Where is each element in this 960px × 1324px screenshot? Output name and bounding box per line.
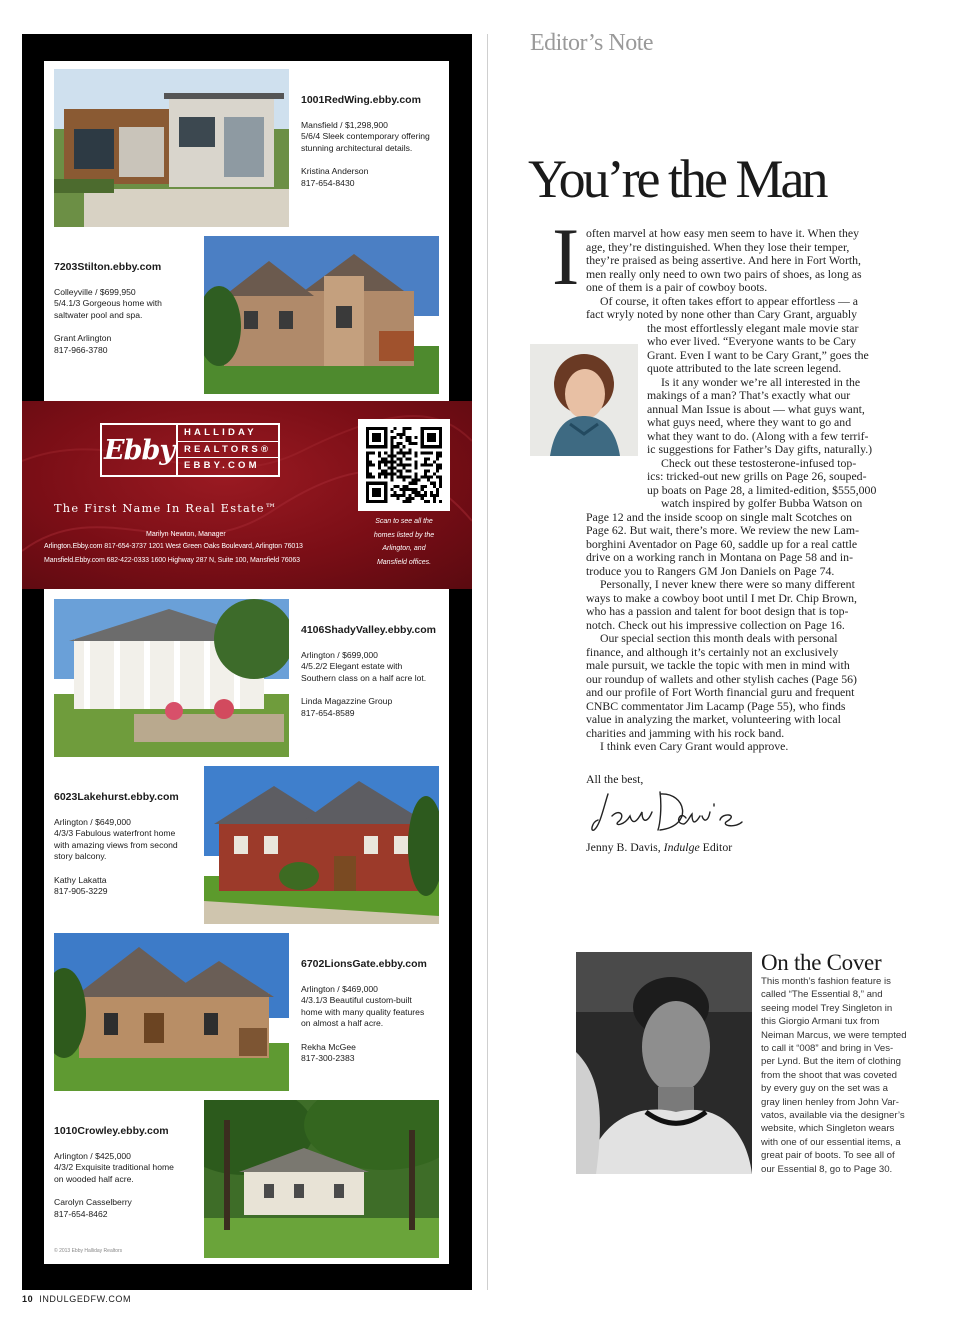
listing-url[interactable]: 7203Stilton.ebby.com — [54, 261, 162, 273]
listing-price: Arlington / $425,000 — [54, 1150, 131, 1161]
scan-line: Scan to see all the — [375, 518, 433, 525]
listing-desc: Southern class on a half acre lot. — [301, 672, 427, 683]
office-mansfield: Mansfield.Ebby.com 682-422-0333 1600 Highway 287 N, Suite 100, Mansfield 76063 — [44, 557, 300, 564]
scan-caption — [358, 515, 450, 569]
caption-line: this Giorgio Armani tux from — [761, 1016, 880, 1028]
house-photo — [204, 236, 439, 394]
body-line: charities and jamming with his rock band. — [586, 725, 785, 740]
editor-name: Jenny B. Davis, — [586, 840, 661, 854]
caption-line: our Essential 8, go to Page 30. — [761, 1163, 893, 1175]
listing-price: Arlington / $469,000 — [301, 983, 378, 994]
body-line: Personally, I never knew there were so many different — [600, 577, 855, 591]
body-line: finance, and although it’s certainly not an exclusively — [586, 644, 839, 659]
body-line: what guys need, where they want to go and — [647, 415, 852, 429]
caption-line: This month’s fashion feature is — [761, 976, 891, 987]
listing-5 — [44, 933, 449, 1091]
column-divider — [487, 34, 488, 1290]
brand-word: REALTORS® — [178, 442, 278, 459]
body-line: annual Man Issue is about — what guys want, — [647, 401, 865, 416]
body-line: they’re praised as being assertive. And here in Fort Worth, — [586, 253, 862, 267]
listing-info — [54, 1126, 199, 1220]
body-line: borghini Aventador on Page 60, saddle up for a real cattle — [586, 536, 858, 551]
body-line: often marvel at how easy men seem to have it. When they — [586, 226, 859, 240]
body-line: up boats on Page 28, a limited-edition, $555,000 — [647, 482, 877, 497]
body-line: and our profile of Fort Worth financial guru and frequent — [586, 685, 855, 699]
listing-desc: 5/6/4 Sleek contemporary offering — [301, 131, 430, 141]
brand-wordmark — [178, 423, 280, 477]
body-line: Is it any wonder we’re all interested in the — [661, 374, 861, 389]
body-line: drive on a working ranch in Montana on Page 58 and in- — [586, 550, 854, 564]
listing-phone: 817-905-3229 — [54, 886, 108, 896]
body-line: ics: tricked-out new grills on Page 26, souped- — [647, 469, 867, 483]
listing-phone: 817-966-3780 — [54, 344, 108, 355]
listing-url[interactable]: 4106ShadyValley.ebby.com — [301, 624, 437, 636]
body-line: male pursuit, we tackle the topic with men in mind with — [586, 658, 850, 672]
caption-line: by every guy on the set was a — [761, 1083, 888, 1095]
listing-info — [54, 262, 199, 356]
body-line: makings of a man? That’s exactly what our — [647, 388, 851, 402]
listing-4 — [44, 766, 449, 924]
listing-price: Arlington / $699,000 — [301, 649, 378, 660]
listings-panel — [44, 61, 449, 1264]
listing-info — [54, 792, 199, 898]
site-url[interactable]: INDULGEDFW.COM — [39, 1294, 132, 1304]
house-photo — [54, 69, 289, 227]
body-line: our roundup of wallets and other stylish caches (Page 56) — [586, 671, 857, 686]
body-line: troduce you to Rangers GM Jon Daniels on Page 74. — [586, 563, 835, 578]
body-line: CNBC commentator Jim Lacamp (Page 55), who finds — [586, 698, 846, 713]
body-line: ic suggestions for Father’s Day gifts, naturally.) — [647, 442, 873, 456]
office-arlington: Arlington.Ebby.com 817-654-3737 1201 West Green Oaks Boulevard, Arlington 76013 — [44, 543, 303, 550]
listing-price: Mansfield / $1,298,900 — [301, 119, 388, 130]
body-line: Of course, it often takes effort to appear effortless — a — [600, 293, 859, 308]
listing-3 — [44, 599, 449, 757]
realty-advertisement — [22, 34, 472, 1290]
listing-url[interactable]: 6702LionsGate.ebby.com — [301, 958, 427, 970]
body-line: I think even Cary Grant would approve. — [600, 739, 789, 753]
ebby-logo: Ebby — [100, 423, 178, 477]
listing-desc: 5/4.1/3 Gorgeous home with — [54, 298, 162, 308]
house-photo — [54, 933, 289, 1091]
body-line: who ever lived. “Everyone wants to be Cary — [647, 334, 856, 348]
listing-agent: Carolyn Casselberry — [54, 1197, 132, 1207]
body-line: watch inspired by golfer Bubba Watson on — [661, 496, 863, 510]
caption-line: great pair of boots. To see all of — [761, 1150, 895, 1162]
listing-phone: 817-654-8462 — [54, 1208, 108, 1219]
caption-line: to call it “008” and bring in Ves- — [761, 1043, 894, 1054]
article-headline: You’re the Man — [528, 149, 826, 209]
house-photo — [54, 599, 289, 757]
body-line: ways to make a cowboy boot until I met Dr. Chip Brown, — [586, 590, 857, 605]
listing-agent: Linda Magazzine Group — [301, 696, 393, 706]
body-line: value in analyzing the market, volunteering with local — [586, 712, 841, 726]
listing-info — [301, 959, 446, 1065]
editor-portrait — [530, 344, 638, 456]
listing-phone: 817-654-8430 — [301, 177, 355, 188]
body-line: Page 62. But wait, there’s more. We review the new Lam- — [586, 523, 860, 537]
scan-line: Mansfield offices. — [376, 558, 432, 566]
cover-heading: On the Cover — [761, 950, 882, 975]
listing-desc: 4/5.2/2 Elegant estate with — [301, 661, 403, 671]
listing-agent: Kathy Lakatta — [54, 874, 107, 885]
listing-2 — [44, 236, 449, 394]
body-line: who has a passion and talent for boot design that is top- — [586, 604, 849, 618]
editor-byline — [586, 840, 732, 855]
caption-line: seeing model Trey Singleton in — [761, 1002, 893, 1014]
body-line: age, they’re distinguished. When they lose their temper, — [586, 239, 850, 254]
brand-word: EBBY.COM — [184, 460, 260, 472]
section-label: Editor’s Note — [530, 30, 654, 56]
listing-agent: Grant Arlington — [54, 333, 112, 343]
editor-role: Editor — [702, 840, 733, 854]
listing-1 — [44, 69, 449, 227]
listing-desc: home with many quality features — [301, 1006, 425, 1017]
drop-cap: I — [552, 211, 580, 302]
listing-desc: 4/3/3 Fabulous waterfront home — [54, 828, 176, 838]
listing-desc: stunning architectural details. — [301, 142, 413, 153]
listing-price: Arlington / $649,000 — [54, 816, 131, 827]
caption-line: per Lynd. But the item of clothing — [761, 1056, 901, 1068]
brand-word: HALLIDAY — [178, 425, 278, 442]
listing-desc: 4/3.1/3 Beautiful custom-built — [301, 995, 412, 1005]
listing-url[interactable]: 6023Lakehurst.ebby.com — [54, 791, 179, 803]
body-line: men really only need to own two pairs of shoes, as long as — [586, 266, 862, 281]
listing-phone: 817-300-2383 — [301, 1053, 355, 1063]
body-line: quote attributed to the late screen legend. — [647, 361, 842, 375]
listing-agent: Kristina Anderson — [301, 166, 369, 176]
listing-desc: on wooded half acre. — [54, 1173, 134, 1184]
caption-line: with one of our essential items, a — [761, 1136, 901, 1148]
listing-6 — [44, 1100, 449, 1258]
caption-line: called “The Essential 8,” and — [761, 989, 883, 1001]
body-line: the most effortlessly elegant male movie star — [647, 320, 859, 335]
caption-line: website, which Singleton wears — [761, 1123, 895, 1135]
listing-info — [301, 625, 446, 719]
qr-code[interactable] — [358, 419, 450, 511]
publication-name: Indulge — [663, 840, 700, 854]
page-number: 10 — [22, 1294, 34, 1304]
scan-line: homes listed by the — [373, 531, 435, 539]
body-line: Grant. Even I want to be Cary Grant,” goes the — [647, 347, 869, 362]
body-line: one of them is a pair of cowboy boots. — [586, 280, 768, 294]
listing-price: Colleyville / $699,950 — [54, 286, 136, 297]
caption-line: gray linen henley from John Var- — [761, 1096, 899, 1108]
caption-line: vatos, available via the designer’s — [761, 1110, 905, 1121]
caption-line: from the shoot that was coveted — [761, 1069, 897, 1081]
listing-desc: on almost a half acre. — [301, 1018, 384, 1028]
cover-photo — [576, 952, 752, 1174]
page-footer — [22, 1294, 131, 1304]
editor-signature — [590, 786, 760, 842]
brand-banner — [22, 401, 472, 589]
brand-manager: Marilyn Newton, Manager — [146, 531, 226, 538]
listing-desc: story balcony. — [54, 851, 107, 861]
caption-line: Neiman Marcus, we were tempted — [761, 1029, 907, 1041]
listing-url[interactable]: 1001RedWing.ebby.com — [301, 94, 421, 106]
brand-tagline: The First Name In Real Estate™ — [54, 501, 278, 515]
closing-line: All the best, — [586, 772, 644, 786]
body-line: Page 12 and the inside scoop on single malt Scotches on — [586, 509, 853, 524]
listing-phone: 817-654-8589 — [301, 707, 355, 718]
house-photo — [204, 766, 439, 924]
listing-desc: saltwater pool and spa. — [54, 309, 143, 320]
body-line: notch. Check out his impressive collection on Page 16. — [586, 617, 845, 632]
body-line: fact wryly noted by none other than Cary Grant, arguably — [586, 307, 858, 321]
body-line: Check out these testosterone-infused top- — [661, 455, 857, 470]
ad-copyright: © 2013 Ebby Halliday Realtors — [54, 1248, 123, 1254]
body-line: what they want to do. (Along with a few terrif- — [647, 428, 869, 443]
listing-url[interactable]: 1010Crowley.ebby.com — [54, 1125, 169, 1137]
house-photo — [204, 1100, 439, 1258]
listing-agent: Rekha McGee — [301, 1041, 356, 1052]
scan-line: Arlington, and — [382, 545, 426, 552]
body-line: Our special section this month deals with personal — [600, 631, 838, 645]
listing-desc: with amazing views from second — [54, 839, 178, 850]
listing-info — [301, 95, 446, 189]
listing-desc: 4/3/2 Exquisite traditional home — [54, 1162, 174, 1172]
